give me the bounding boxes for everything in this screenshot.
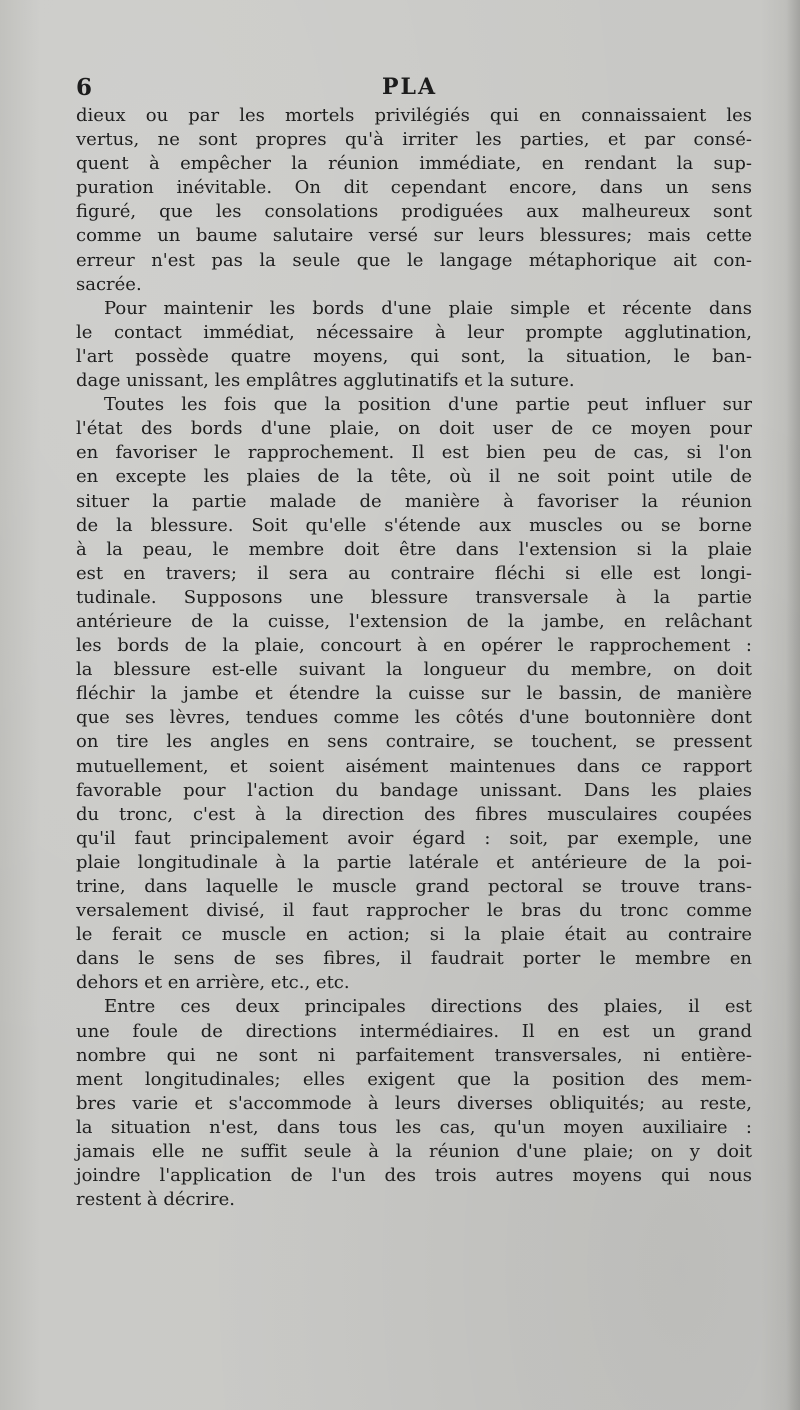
text-line: restent à décrire. [76,1189,235,1211]
text-line: trine, dans laquelle le muscle grand pectoral se trouve trans- [76,876,752,897]
text-line: jamais elle ne suffit seule à la réunion d'une plaie; on y doit [76,1141,752,1163]
text-line: erreur n'est pas la seule que le langage métaphorique ait con- [76,249,752,271]
page-number: 6 [76,74,93,101]
text-line: antérieure de la cuisse, l'extension de la jambe, en relâchant [76,610,752,632]
text-line: Entre ces deux principales directions des plaies, il est [104,996,752,1018]
text-line: dans le sens de ses fibres, il faudrait porter le membre en [76,948,752,970]
text-line: les bords de la plaie, concourt à en opérer le rapprochement : [76,635,752,657]
text-line: est en travers; il sera au contraire fléchi si elle est longi- [76,562,752,584]
text-line: tudinale. Supposons une blessure transversale à la partie [76,586,752,608]
running-head: PLA [382,74,438,100]
text-line: en favoriser le rapprochement. Il est bien peu de cas, si l'on [76,442,752,464]
text-line: mutuellement, et soient aisément maintenues dans ce rapport [76,755,752,777]
text-line: Pour maintenir les bords d'une plaie simple et récente dans [104,297,752,319]
text-line: quent à empêcher la réunion immédiate, en rendant la sup- [76,153,752,175]
body-text [76,104,752,1212]
text-line: la blessure est-elle suivant la longueur du membre, on doit [76,659,752,681]
text-line: puration inévitable. On dit cependant encore, dans un sens [76,177,752,199]
paragraph-1 [76,104,752,297]
text-line: qu'il faut principalement avoir égard : soit, par exemple, une [76,827,752,849]
page-header [76,74,750,104]
text-line: la situation n'est, dans tous les cas, qu'un moyen auxiliaire : [76,1116,752,1138]
text-line: dieux ou par les mortels privilégiés qui en connaissaient les [76,105,752,126]
text-line: l'état des bords d'une plaie, on doit user de ce moyen pour [76,418,752,440]
text-line: dage unissant, les emplâtres agglutinatifs et la suture. [76,370,575,392]
text-line: nombre qui ne sont ni parfaitement transversales, ni entière- [76,1044,752,1066]
text-line: bres varie et s'accommode à leurs diverses obliquités; au reste, [76,1092,752,1114]
text-line: le ferait ce muscle en action; si la plaie était au contraire [76,924,752,946]
text-line: que ses lèvres, tendues comme les côtés d'une boutonnière dont [76,707,752,729]
text-line: de la blessure. Soit qu'elle s'étende aux muscles ou se borne [76,514,752,536]
text-line: vertus, ne sont propres qu'à irriter les parties, et par consé- [76,129,752,151]
text-line: Toutes les fois que la position d'une partie peut influer sur [104,394,752,416]
text-line: plaie longitudinale à la partie latérale et antérieure de la poi- [76,851,752,873]
text-line: comme un baume salutaire versé sur leurs blessures; mais cette [76,225,752,247]
paragraph-4 [76,995,752,1212]
page-edge-shadow [786,0,800,1410]
text-line: on tire les angles en sens contraire, se touchent, se pressent [76,731,752,753]
text-line: du tronc, c'est à la direction des fibres musculaires coupées [76,803,752,825]
text-line: situer la partie malade de manière à favoriser la réunion [76,490,752,512]
text-line: sacrée. [76,273,142,295]
text-line: en excepte les plaies de la tête, où il ne soit point utile de [76,466,752,488]
paragraph-2 [76,297,752,393]
text-line: figuré, que les consolations prodiguées aux malheureux sont [76,201,752,223]
paragraph-3 [76,393,752,995]
text-line: dehors et en arrière, etc., etc. [76,972,350,994]
text-line: favorable pour l'action du bandage unissant. Dans les plaies [76,779,752,801]
text-line: fléchir la jambe et étendre la cuisse sur le bassin, de manière [76,683,752,705]
text-line: le contact immédiat, nécessaire à leur prompte agglutination, [76,321,752,343]
text-line: une foule de directions intermédiaires. Il en est un grand [76,1020,752,1042]
text-line: versalement divisé, il faut rapprocher le bras du tronc comme [76,900,752,922]
text-line: joindre l'application de l'un des trois autres moyens qui nous [76,1165,752,1187]
text-line: l'art possède quatre moyens, qui sont, la situation, le ban- [76,345,752,367]
text-line: ment longitudinales; elles exigent que la position des mem- [76,1068,752,1090]
text-line: à la peau, le membre doit être dans l'extension si la plaie [76,538,752,560]
